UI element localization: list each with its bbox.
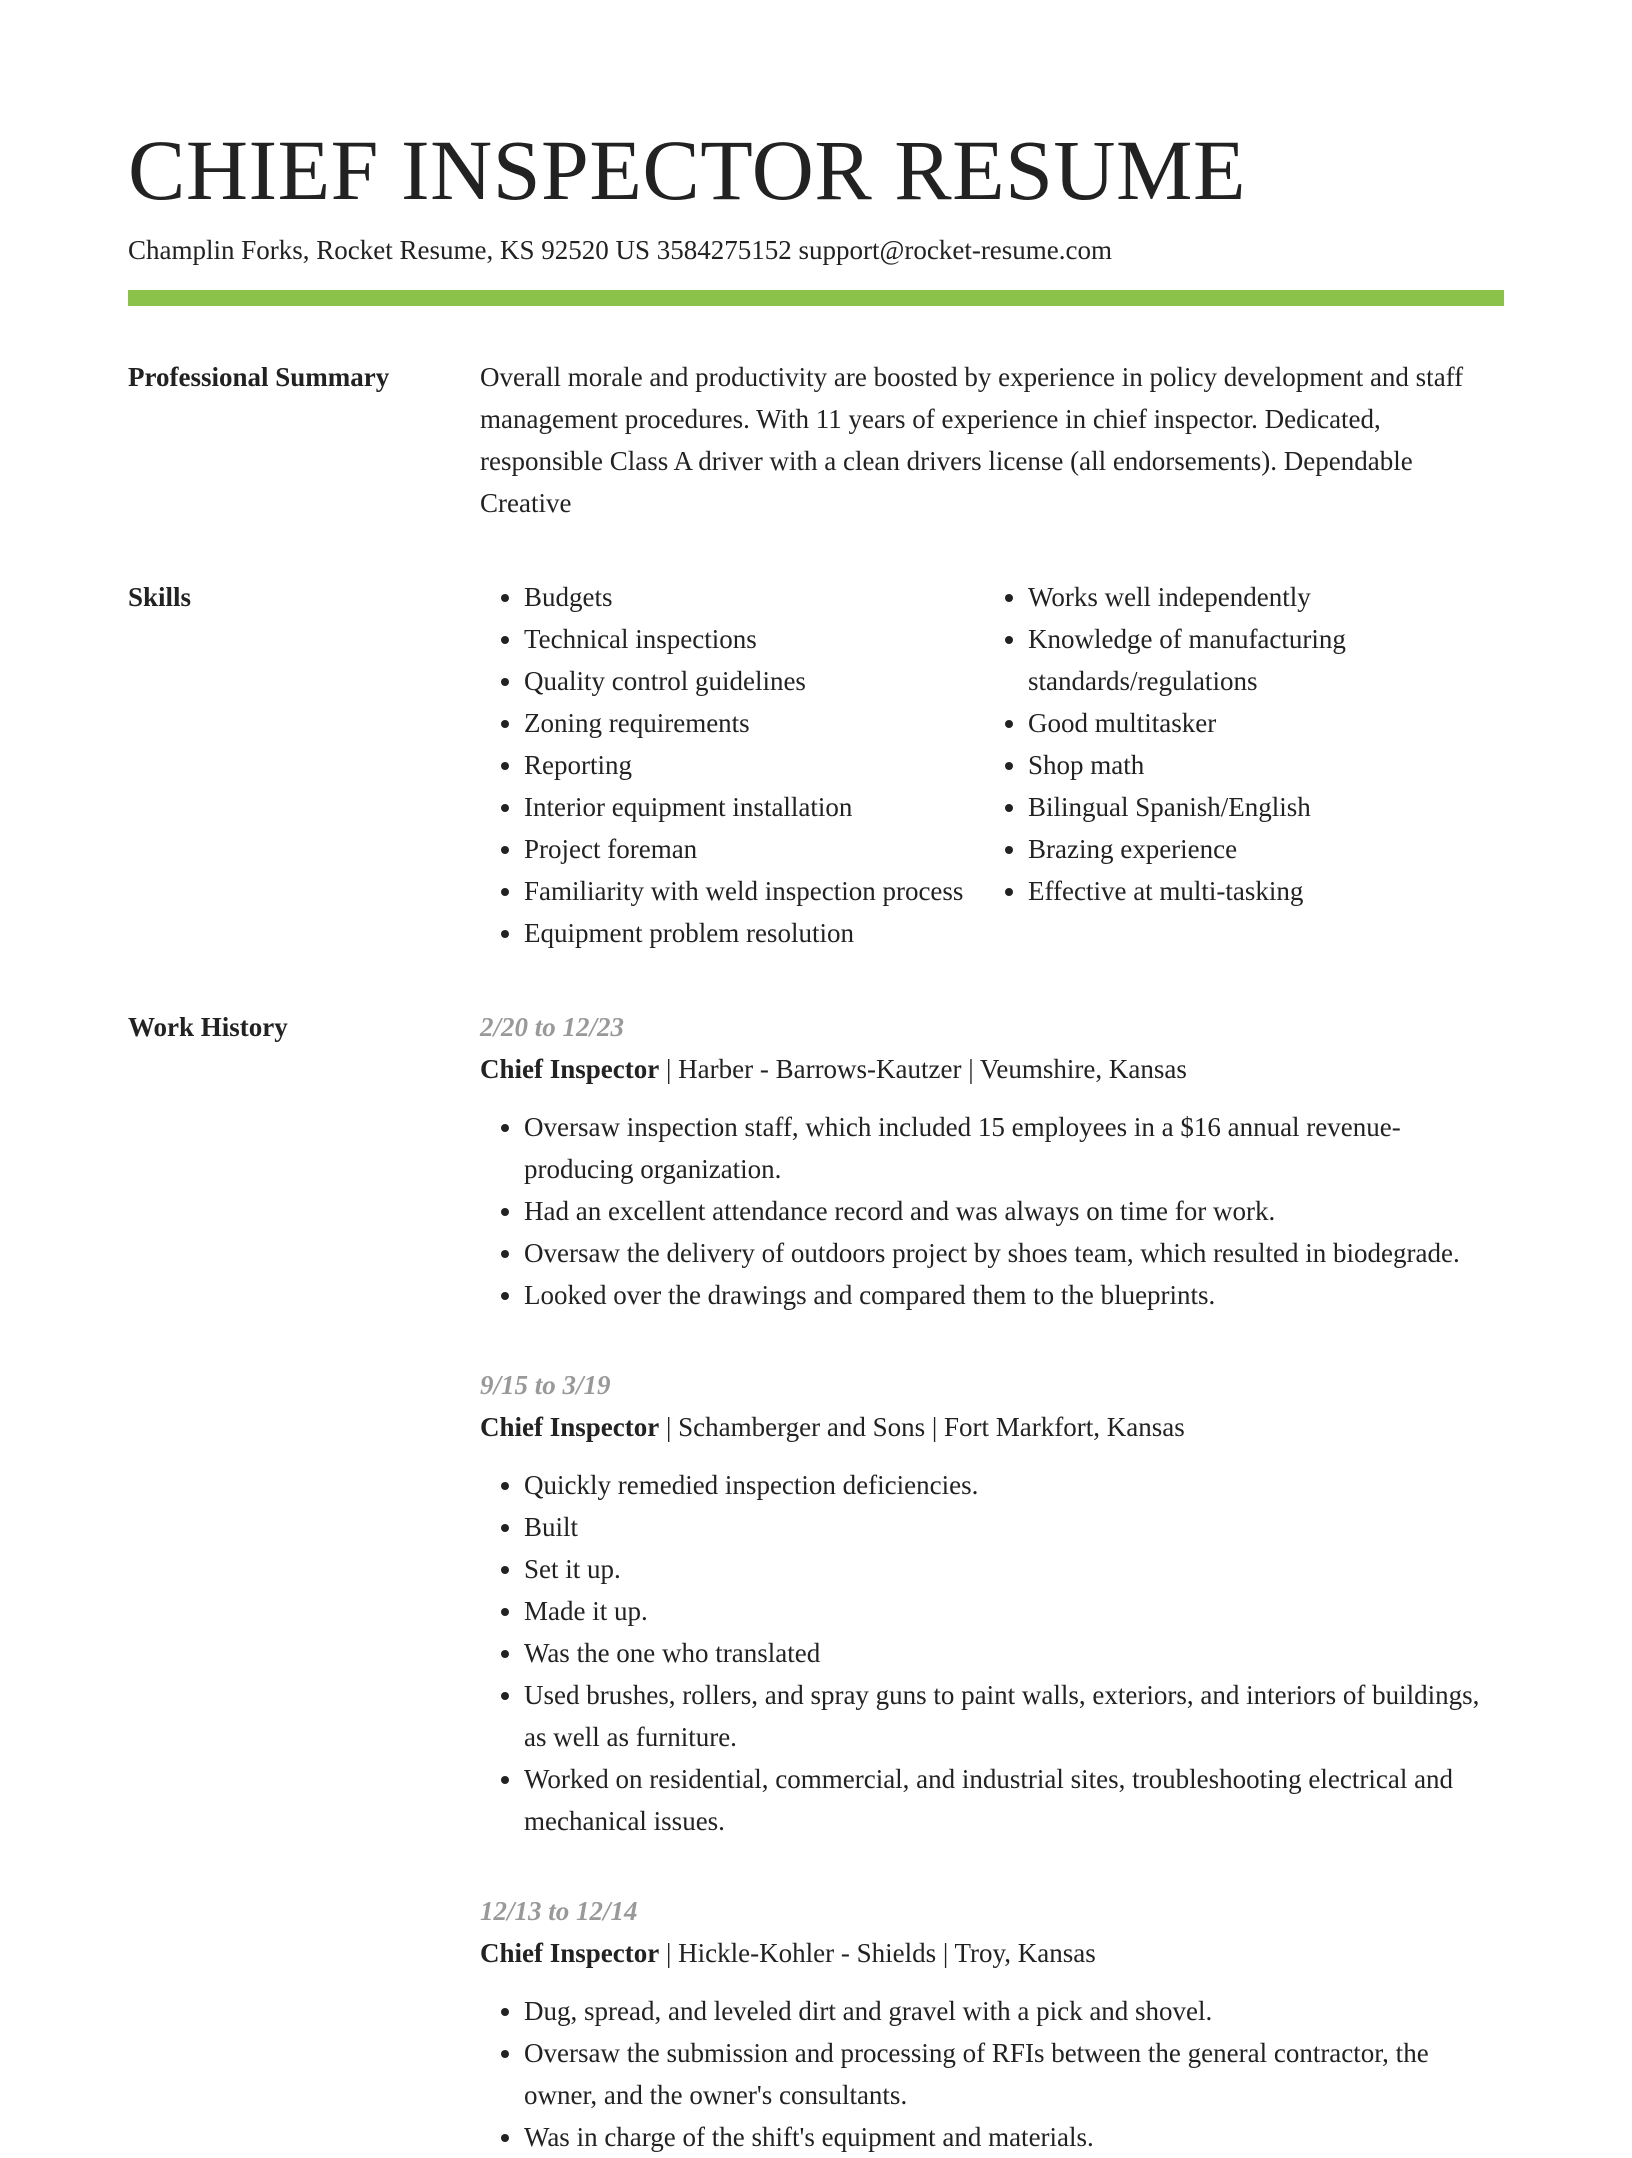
job-heading	[480, 1932, 1504, 1974]
job-bullet: • Quickly remedied inspection deficiencies.	[524, 1464, 1504, 1506]
job-title: Chief Inspector	[480, 1412, 660, 1442]
summary-text: Overall morale and productivity are boosted by experience in policy development and staff management procedures. With 11 years of experience in chief inspector. Dedicated, responsible Class A driver with a clean drivers license (all endorsements). Dependable Creative	[480, 362, 1464, 518]
skill-item: • Equipment problem resolution	[524, 912, 984, 954]
job-bullets	[480, 1106, 1504, 1316]
skill-item: • Good multitasker	[1028, 702, 1508, 744]
skill-item: • Familiarity with weld inspection process	[524, 870, 984, 912]
skill-item: • Technical inspections	[524, 618, 984, 660]
job-bullet: • Oversaw inspection staff, which included 15 employees in a $16 annual revenue-producing organization.	[524, 1106, 1504, 1190]
skills-body	[480, 576, 1504, 954]
job-details: | Schamberger and Sons | Fort Markfort, Kansas	[659, 1412, 1185, 1442]
work-history-body	[480, 1006, 1504, 2158]
job-bullet: • Looked over the drawings and compared them to the blueprints.	[524, 1274, 1504, 1316]
job-details: | Hickle-Kohler - Shields | Troy, Kansas	[659, 1938, 1096, 1968]
job-bullets	[480, 1990, 1504, 2158]
section-label-skills: Skills	[128, 582, 192, 612]
job-title: Chief Inspector	[480, 1054, 660, 1084]
skill-item: • Knowledge of manufacturing standards/regulations	[1028, 618, 1508, 702]
skills-column-1	[480, 576, 984, 954]
job-entry	[480, 1364, 1504, 1842]
skill-item: • Quality control guidelines	[524, 660, 984, 702]
skill-item: • Effective at multi-tasking	[1028, 870, 1508, 912]
job-details: | Harber - Barrows-Kautzer | Veumshire, Kansas	[659, 1054, 1187, 1084]
job-heading	[480, 1048, 1504, 1090]
header-divider	[128, 290, 1504, 306]
job-bullet: • Was the one who translated	[524, 1632, 1504, 1674]
job-dates: 2/20 to 12/23	[480, 1012, 625, 1042]
skill-item: • Shop math	[1028, 744, 1508, 786]
skill-item: • Budgets	[524, 576, 984, 618]
job-title: Chief Inspector	[480, 1938, 660, 1968]
job-bullet: • Oversaw the submission and processing of RFIs between the general contractor, the owner, and the owner's consultants.	[524, 2032, 1504, 2116]
skill-item: • Zoning requirements	[524, 702, 984, 744]
job-bullet: • Dug, spread, and leveled dirt and gravel with a pick and shovel.	[524, 1990, 1504, 2032]
skill-item: • Interior equipment installation	[524, 786, 984, 828]
skill-item: • Brazing experience	[1028, 828, 1508, 870]
job-bullet: • Was in charge of the shift's equipment and materials.	[524, 2116, 1504, 2158]
section-label-summary: Professional Summary	[128, 362, 390, 392]
job-dates: 9/15 to 3/19	[480, 1370, 611, 1400]
summary-body	[480, 356, 1504, 524]
job-bullet: • Built	[524, 1506, 1504, 1548]
work-history-section	[128, 1006, 1504, 2158]
job-heading	[480, 1406, 1504, 1448]
skill-item: • Works well independently	[1028, 576, 1508, 618]
skill-item: • Project foreman	[524, 828, 984, 870]
job-entry	[480, 1006, 1504, 1316]
job-bullet: • Had an excellent attendance record and was always on time for work.	[524, 1190, 1504, 1232]
section-label-work-history: Work History	[128, 1012, 288, 1042]
job-bullet: • Worked on residential, commercial, and industrial sites, troubleshooting electrical and mechanical issues.	[524, 1758, 1504, 1842]
resume-page	[128, 120, 1504, 2158]
job-bullet: • Oversaw the delivery of outdoors project by shoes team, which resulted in biodegrade.	[524, 1232, 1504, 1274]
summary-section	[128, 356, 1504, 524]
skill-item: • Reporting	[524, 744, 984, 786]
job-entry	[480, 1890, 1504, 2158]
job-bullets	[480, 1464, 1504, 1842]
contact-line: Champlin Forks, Rocket Resume, KS 92520 US 3584275152 support@rocket-resume.com	[128, 235, 1113, 265]
resume-title: CHIEF INSPECTOR RESUME	[128, 122, 1247, 218]
skills-section	[128, 576, 1504, 954]
job-bullet: • Set it up.	[524, 1548, 1504, 1590]
job-dates: 12/13 to 12/14	[480, 1896, 638, 1926]
job-bullet: • Made it up.	[524, 1590, 1504, 1632]
skill-item: • Bilingual Spanish/English	[1028, 786, 1508, 828]
job-bullet: • Used brushes, rollers, and spray guns to paint walls, exteriors, and interiors of buildings, as well as furniture.	[524, 1674, 1504, 1758]
skills-column-2	[984, 576, 1508, 954]
